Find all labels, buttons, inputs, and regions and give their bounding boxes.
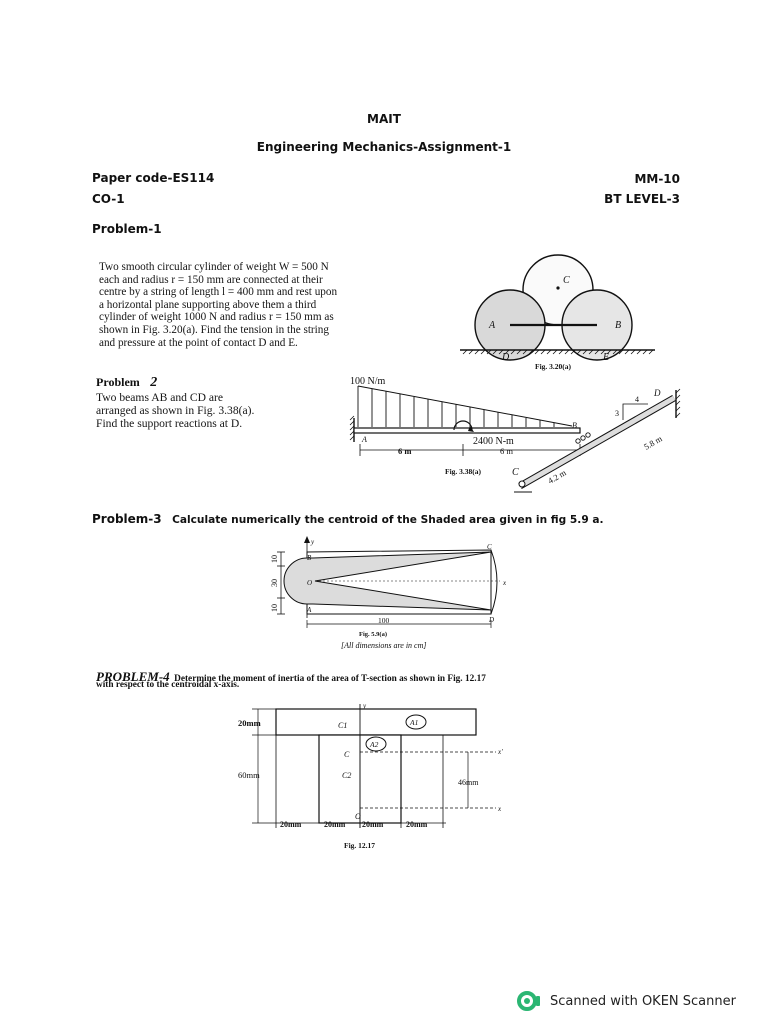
problem-2-heading [96, 373, 157, 391]
fig59-dim-100: 100 [378, 616, 390, 625]
problem-1-heading: Problem-1 [92, 222, 162, 236]
max-marks: MM-10 [634, 172, 680, 186]
problem-1-line: Two smooth circular cylinder of weight W = 500 N [99, 261, 329, 273]
fig1217-label-c2: C2 [342, 771, 352, 780]
figure-3-38a [340, 368, 685, 498]
problem-4-line-2: with respect to the centroidal x-axis. [96, 680, 240, 690]
fig338-moment: 2400 N-m [473, 436, 514, 447]
fig1217-label-xp: x' [498, 748, 503, 756]
problem-1-line: and pressure at the point of contact D and E. [99, 336, 298, 349]
fig59-label-y: y [311, 538, 315, 546]
course-outcome: CO-1 [92, 192, 125, 206]
fig1217-dim-web: 60mm [238, 770, 260, 780]
fig320-label-b: B [615, 320, 622, 331]
bt-level: BT LEVEL-3 [604, 192, 680, 206]
problem-2-text [96, 391, 326, 430]
fig320-caption: Fig. 3.20(a) [535, 362, 572, 371]
oken-logo-icon [516, 990, 542, 1012]
problem-1-line: a horizontal plane supporting above them a third [99, 298, 317, 311]
fig1217-bottom-dim: 20mm [280, 820, 302, 829]
problem-1-line: each and radius r = 150 mm are connected at their [99, 273, 323, 286]
fig59-caption: Fig. 5.9(a) [359, 631, 387, 638]
paper-code: Paper code-ES114 [92, 171, 215, 185]
fig1217-label-y: y [363, 702, 367, 710]
fig1217-label-x: x [498, 805, 502, 813]
fig59-label-x: x [503, 579, 507, 587]
problem-1-line: cylinder of weight 1000 N and radius r = 150 mm as [99, 311, 334, 324]
fig1217-caption: Fig. 12.17 [344, 841, 376, 850]
problem-2-line: Two beams AB and CD are [96, 391, 224, 404]
fig338-slope-run: 4 [635, 395, 639, 404]
problem-1-line: centre by a string of length l = 400 mm and rest upon [99, 286, 338, 299]
problem-1-text [99, 261, 444, 349]
problem-4-line-1: Determine the moment of inertia of the area of T-section as shown in Fig. 12.17 [174, 674, 486, 684]
fig1217-bottom-dim: 20mm [324, 820, 346, 829]
figure-3-20a [455, 250, 670, 375]
assignment-title: Engineering Mechanics-Assignment-1 [256, 140, 512, 154]
fig338-label-a: A [362, 435, 367, 444]
fig59-label-b: B [307, 554, 312, 562]
figure-12-17 [228, 700, 518, 855]
fig338-dim-left: 6 m [398, 446, 412, 456]
fig1217-dim-centroid: 46mm [458, 778, 479, 787]
problem-2-line: Find the support reactions at D. [96, 417, 243, 430]
fig338-dim-right: 6 m [500, 446, 513, 456]
fig338-caption: Fig. 3.38(a) [445, 467, 482, 476]
problem-3-heading: Problem-3 [92, 512, 162, 526]
fig320-label-c: C [563, 275, 570, 286]
fig59-dim-30: 30 [270, 579, 279, 587]
problem-2-line: arranged as shown in Fig. 3.38(a). [96, 404, 255, 417]
fig1217-dim-flange: 20mm [238, 718, 261, 728]
problem-4-heading: PROBLEM-4 [96, 669, 170, 684]
problem-3-row [92, 510, 604, 528]
fig338-label-d: D [654, 388, 661, 398]
fig59-label-c: C [487, 543, 492, 551]
problem-1-line: shown in Fig. 3.20(a). Find the tension in the string [99, 323, 329, 336]
problem-2-heading-word: Problem [96, 375, 140, 389]
fig338-label-c: C [512, 467, 519, 478]
scanner-watermark-text: Scanned with OKEN Scanner [550, 993, 736, 1009]
problem-3-text: Calculate numerically the centroid of the Shaded area given in fig 5.9 a. [172, 514, 604, 526]
fig1217-label-o: O [355, 812, 361, 821]
institute-name: MAIT [367, 112, 401, 126]
fig1217-label-c: C [344, 750, 350, 759]
fig59-note: [All dimensions are in cm] [341, 641, 427, 650]
fig59-label-d: D [489, 616, 495, 624]
fig338-len-lower: 4.2 m [546, 467, 568, 486]
fig338-load: 100 N/m [350, 376, 386, 387]
fig59-label-o: O [307, 579, 313, 587]
fig1217-label-a2: A2 [370, 740, 379, 749]
fig320-label-d: D [502, 352, 510, 363]
fig338-slope-rise: 3 [615, 409, 619, 418]
fig59-dim-10-top: 10 [270, 555, 279, 563]
fig320-label-a: A [489, 320, 496, 331]
fig338-len-upper: 5.8 m [642, 433, 664, 452]
fig338-label-b: B [572, 421, 577, 430]
fig1217-label-a1: A1 [410, 718, 419, 727]
fig1217-bottom-dim: 20mm [406, 820, 428, 829]
problem-2-heading-number: 2 [150, 375, 158, 390]
fig320-label-e: E [603, 352, 610, 363]
fig59-label-a: A [307, 606, 312, 614]
fig59-dim-10-bottom: 10 [270, 604, 279, 612]
fig1217-label-c1: C1 [338, 721, 348, 730]
figure-5-9a [255, 536, 525, 656]
scanner-watermark [516, 990, 736, 1012]
fig1217-bottom-dim: 20mm [362, 820, 384, 829]
